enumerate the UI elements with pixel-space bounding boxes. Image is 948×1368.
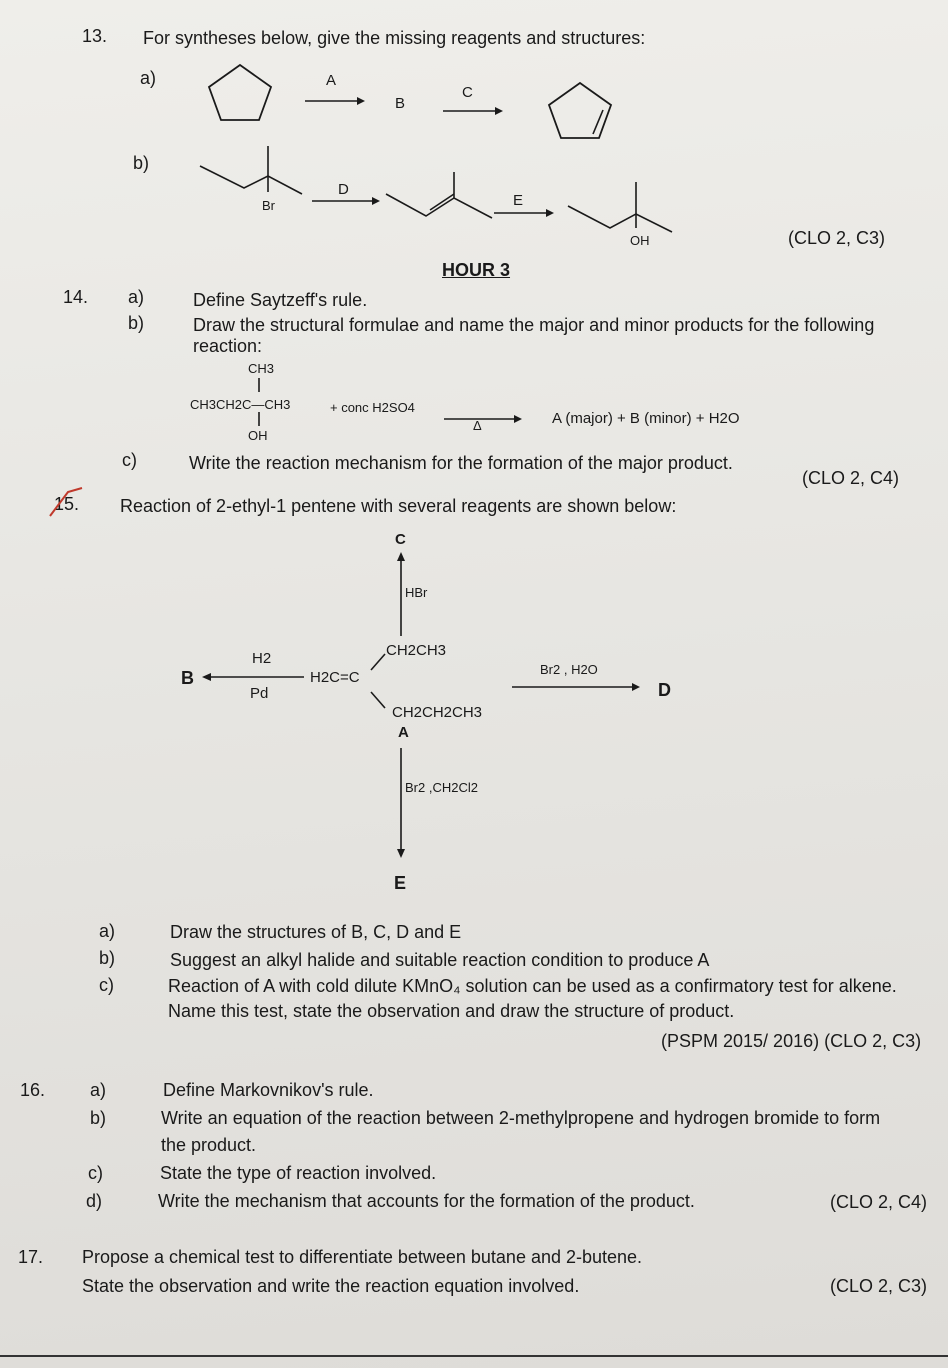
alkene-structure — [384, 168, 496, 224]
q15-number: 15. — [54, 494, 80, 514]
q14b-label: b) — [128, 313, 145, 333]
propyl-group: CH2CH2CH3 — [392, 704, 483, 721]
compound-a-label: A — [398, 724, 409, 741]
q15b-label: b) — [99, 948, 116, 968]
q13b-label: b) — [133, 153, 150, 173]
arrow-a — [305, 95, 365, 107]
q15-clo: (PSPM 2015/ 2016) (CLO 2, C3) — [661, 1031, 922, 1051]
arrow-left-h2 — [202, 671, 304, 683]
q17-number: 17. — [18, 1247, 44, 1267]
q15c-text-1: Reaction of A with cold dilute KMnO₄ solution can be used as a confirmatory test for alkene. — [168, 976, 897, 996]
hour-heading: HOUR 3 — [442, 260, 511, 280]
arrow-e — [494, 207, 554, 219]
reaction-arrow-14 — [444, 413, 522, 425]
reagent-h2so4: + conc H2SO4 — [330, 400, 415, 415]
reagent-br2-h2o: Br2 , H2O — [540, 662, 598, 677]
reactant-ch3-top: CH3 — [248, 361, 275, 376]
q15a-text: Draw the structures of B, C, D and E — [170, 922, 462, 942]
alkene-h2c-c: H2C=C — [310, 669, 360, 686]
reagent-br2-ch2cl2: Br2 ,CH2Cl2 — [405, 780, 478, 795]
intermediate-b-label: B — [395, 95, 406, 112]
reagent-hbr: HBr — [405, 585, 428, 600]
bromoalkane-structure — [198, 140, 308, 218]
q15c-label: c) — [99, 975, 114, 995]
q13-number: 13. — [82, 26, 108, 46]
reactant-main-chain: CH3CH2C—CH3 — [190, 397, 291, 412]
alcohol-structure — [566, 178, 676, 234]
product-c-label: C — [395, 531, 406, 548]
q16-clo: (CLO 2, C4) — [830, 1192, 928, 1212]
catalyst-pd: Pd — [250, 685, 269, 702]
q17-text-2: State the observation and write the reaction equation involved. — [82, 1276, 580, 1296]
ethyl-group: CH2CH3 — [386, 642, 447, 659]
q15c-text-2: Name this test, state the observation and draw the structure of product. — [168, 1001, 735, 1021]
reagent-a-label: A — [326, 72, 337, 89]
q16b-label: b) — [90, 1108, 107, 1128]
q16-number: 16. — [20, 1080, 46, 1100]
q14c-text: Write the reaction mechanism for the formation of the major product. — [189, 453, 733, 473]
q16d-text: Write the mechanism that accounts for the formation of the product. — [158, 1191, 695, 1211]
alcohol-oh-label: OH — [630, 233, 650, 248]
bottom-rule — [0, 1355, 948, 1357]
q16a-text: Define Markovnikov's rule. — [163, 1080, 374, 1100]
alkene-branch-bonds — [365, 652, 389, 712]
q14a-label: a) — [128, 287, 145, 307]
q13-prompt: For syntheses below, give the missing reagents and structures: — [143, 28, 646, 48]
q16c-label: c) — [88, 1163, 103, 1183]
bromo-br-label: Br — [262, 198, 275, 213]
reagent-d-label: D — [338, 181, 349, 198]
product-d-label: D — [658, 680, 671, 700]
q14a-text: Define Saytzeff's rule. — [193, 290, 368, 310]
arrow-c — [443, 105, 503, 117]
q15a-label: a) — [99, 921, 116, 941]
reactant-oh: OH — [248, 428, 268, 443]
q14-clo: (CLO 2, C4) — [802, 468, 900, 488]
q14c-label: c) — [122, 450, 137, 470]
q14b-text-1: Draw the structural formulae and name the major and minor products for the following — [193, 315, 875, 335]
q17-clo: (CLO 2, C3) — [830, 1276, 928, 1296]
reagent-h2: H2 — [252, 650, 272, 667]
q16a-label: a) — [90, 1080, 107, 1100]
q13a-label: a) — [140, 68, 157, 88]
pen-tick-mark — [46, 486, 86, 520]
q16b-text-1: Write an equation of the reaction between 2-methylpropene and hydrogen bromide to form — [161, 1108, 881, 1128]
q16d-label: d) — [86, 1191, 103, 1211]
reagent-c-label: C — [462, 84, 473, 101]
product-e-label: E — [394, 873, 407, 893]
q16c-text: State the type of reaction involved. — [160, 1163, 437, 1183]
heat-symbol: Δ — [473, 418, 482, 433]
products-text: A (major) + B (minor) + H2O — [552, 410, 740, 427]
product-b-label: B — [181, 668, 194, 688]
arrow-right-br2-h2o — [512, 681, 640, 693]
reagent-e-label: E — [513, 192, 524, 209]
q14b-text-2: reaction: — [193, 336, 263, 356]
q15-prompt: Reaction of 2-ethyl-1 pentene with several reagents are shown below: — [120, 496, 677, 516]
q15b-text: Suggest an alkyl halide and suitable reaction condition to produce A — [170, 950, 710, 970]
q14-number: 14. — [63, 287, 89, 307]
arrow-down-br2-ch2cl2 — [394, 748, 408, 860]
cyclopentene-structure — [545, 80, 615, 142]
q16b-text-2: the product. — [161, 1135, 257, 1155]
q13-clo: (CLO 2, C3) — [788, 228, 886, 248]
q17-text-1: Propose a chemical test to differentiate between butane and 2-butene. — [82, 1247, 643, 1267]
cyclopentane-structure — [205, 62, 275, 124]
